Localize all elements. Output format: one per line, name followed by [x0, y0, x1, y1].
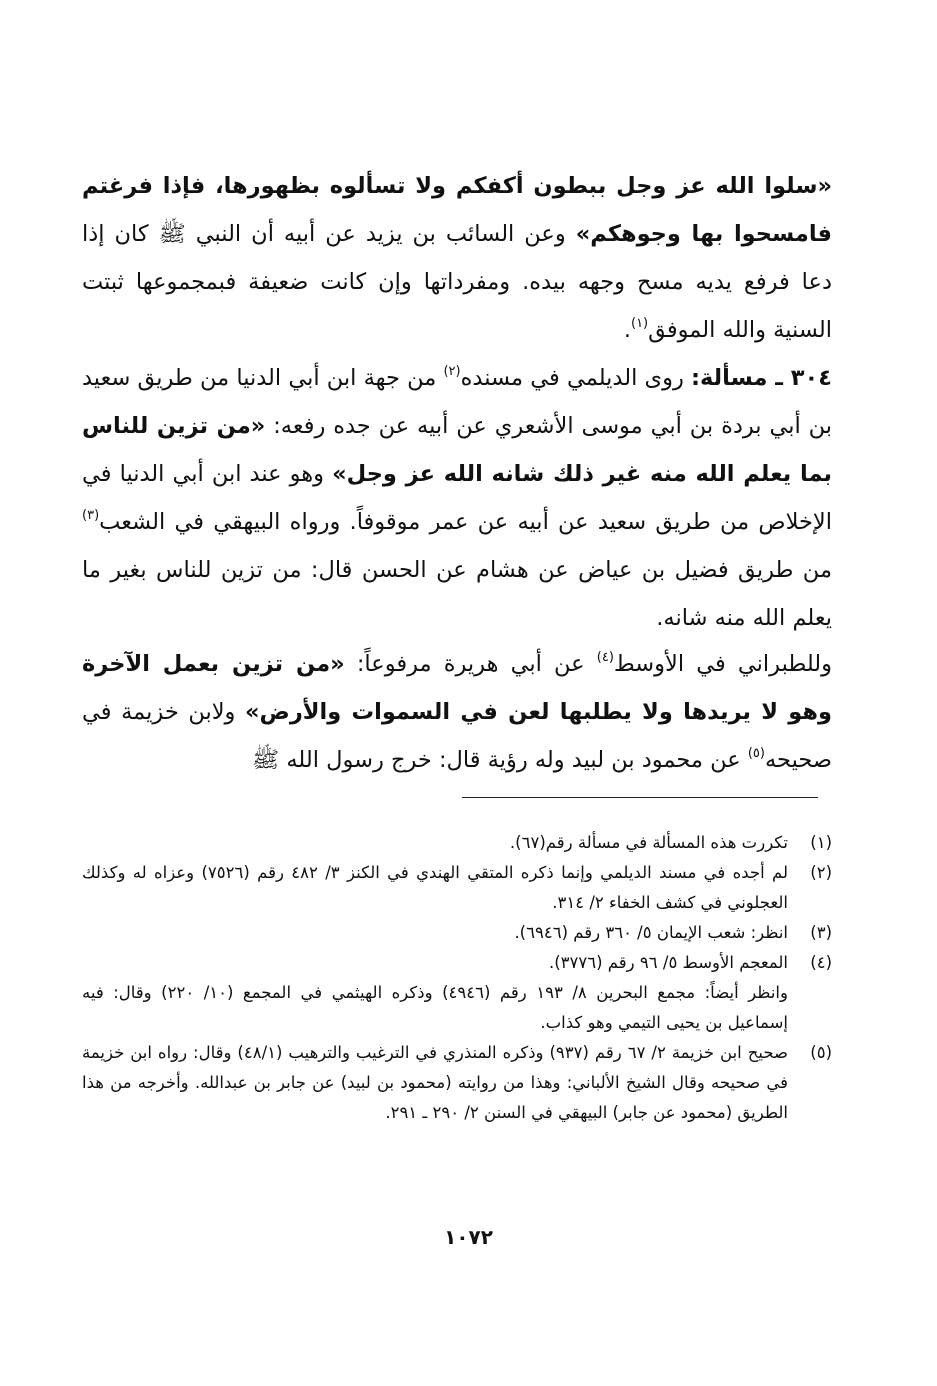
footnote-5	[82, 1038, 832, 1128]
footnote-4	[82, 948, 832, 978]
footnote-ref: (٣)	[82, 507, 100, 523]
paragraph-text: ولابن خزيمة في صحيحه	[82, 699, 832, 773]
issue-heading: مسألة:	[691, 365, 768, 391]
paragraph-3	[82, 640, 832, 784]
paragraph-2	[82, 354, 832, 642]
footnote-ref: (٢)	[443, 363, 461, 379]
footnote-text: لم أجده في مسند الديلمي وإنما ذكره المتقي الهندي في الكنز ٣/ ٤٨٢ رقم (٧٥٢٦) وعزاه له وكذلك العجلوني في كشف الخفاء ٢/ ٣١٤.	[82, 863, 789, 912]
paragraph-text: وعن السائب بن يزيد عن أبيه أن النبي ﷺ كان إذا دعا فرفع يديه مسح وجهه بيده. ومفرداتها وإن كانت ضعيفة فبمجموعها ثبتت السنية والله الموفق	[82, 221, 832, 343]
footnote-mark: (٤)	[810, 953, 832, 972]
footnote-text: المعجم الأوسط ٥/ ٩٦ رقم (٣٧٧٦).	[548, 953, 788, 972]
footnote-divider	[462, 797, 818, 798]
paragraph-text: روى الديلمي في مسنده	[460, 365, 692, 391]
footnote-ref: (٥)	[747, 745, 765, 761]
footnote-mark: (٢)	[810, 863, 832, 882]
paragraph-1	[82, 162, 832, 354]
hadith-quote: «سلوا الله عز وجل ببطون أكفكم ولا تسألوه بظهورها، فإذا فرغتم فامسحوا بها وجوهكم»	[82, 173, 832, 247]
footnote-ref: (٤)	[596, 649, 614, 665]
footnote-mark: (٣)	[810, 923, 832, 942]
footnote-mark: (١)	[810, 833, 832, 852]
footnote-text: صحيح ابن خزيمة ٢/ ٦٧ رقم (٩٣٧) وذكره المنذري في الترغيب والترهيب (٤٨/١) وقال: رواه ابن خزيمة في صحيحه وقال الشيخ الألباني: وهذا من روايته (محمود بن لبيد) عن جابر بن عبدالله. وأخرجه من هذا الطريق (محمود عن جابر) البيهقي في السنن ٢/ ٢٩٠ ـ ٢٩١.	[82, 1043, 788, 1122]
paragraph-text: من طريق فضيل بن عياض عن هشام عن الحسن قال: من تزين للناس بغير ما يعلم الله منه شانه.	[82, 557, 832, 631]
paragraph-text: وللطبراني في الأوسط	[613, 651, 832, 677]
footnote-2	[82, 858, 832, 918]
footnote-1	[82, 828, 832, 858]
paragraph-text: وهو عند ابن أبي الدنيا في الإخلاص من طريق سعيد عن أبيه عن عمر موقوفاً. ورواه البيهقي في الشعب	[82, 461, 832, 535]
footnote-ref: (١)	[630, 315, 649, 331]
hadith-quote: «من تزين بعمل الآخرة وهو لا يريدها ولا يطلبها لعن في السموات والأرض»	[82, 651, 832, 725]
footnote-4-continuation: وانظر أيضاً: مجمع البحرين ٨/ ١٩٣ رقم (٤٩٤٦) وذكره الهيثمي في المجمع (١٠/ ٢٢٠) وقال: فيه إسماعيل بن يحيى التيمي وهو كذاب.	[82, 983, 788, 1032]
footnote-text: تكررت هذه المسألة في مسألة رقم(٦٧).	[509, 833, 788, 852]
page-number: ١٠٧٢	[444, 1225, 493, 1249]
footnotes	[82, 828, 832, 1128]
footnote-text: انظر: شعب الإيمان ٥/ ٣٦٠ رقم (٦٩٤٦).	[514, 923, 788, 942]
footnote-mark: (٥)	[810, 1043, 832, 1062]
issue-number: ٣٠٤	[790, 365, 832, 391]
issue-dash: ـ	[767, 365, 791, 391]
hadith-quote: «من تزين للناس بما يعلم الله منه غير ذلك شانه الله عز وجل»	[82, 413, 832, 487]
paragraph-end: .	[623, 317, 631, 343]
footnote-3	[82, 918, 832, 948]
paragraph-text: من جهة ابن أبي الدنيا من طريق سعيد بن أبي بردة بن أبي موسى الأشعري عن أبيه عن جده رفعه:	[82, 365, 832, 439]
paragraph-text: عن محمود بن لبيد وله رؤية قال: خرج رسول الله ﷺ	[252, 747, 748, 773]
paragraph-text: عن أبي هريرة مرفوعاً:	[344, 651, 597, 677]
